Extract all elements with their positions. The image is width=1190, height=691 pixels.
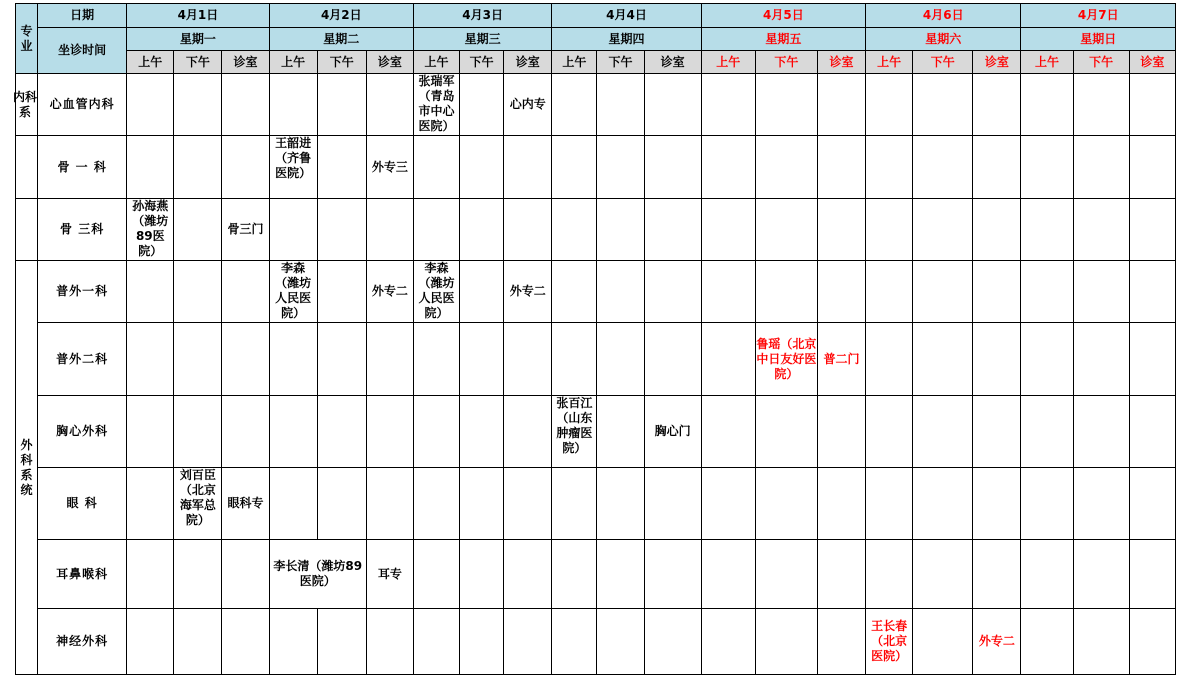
header-slot-row <box>16 51 1176 74</box>
dept-name: 骨 三科 <box>38 199 127 261</box>
slot-room: 诊室 <box>973 51 1021 74</box>
table-row <box>16 323 1176 396</box>
header-date-row <box>16 4 1176 28</box>
header-weekday-row <box>16 28 1176 51</box>
room-entry: 外专二 <box>973 609 1021 675</box>
room-entry: 普二门 <box>817 323 865 396</box>
table-row <box>16 396 1176 468</box>
slot-pm: 下午 <box>755 51 817 74</box>
table-row <box>16 468 1176 540</box>
slot-pm: 下午 <box>913 51 973 74</box>
category-blank <box>16 199 38 261</box>
doctor-entry: 孙海燕（潍坊89医院） <box>127 199 174 261</box>
slot-am: 上午 <box>866 51 913 74</box>
category-internal: 内科系 <box>16 74 38 136</box>
doctor-entry: 张百江（山东肿瘤医院） <box>552 396 597 468</box>
table-row <box>16 540 1176 609</box>
day-date: 4月6日 <box>866 4 1021 28</box>
doctor-entry: 李森（潍坊人民医院） <box>413 261 459 323</box>
slot-room: 诊室 <box>366 51 413 74</box>
room-entry: 心内专 <box>504 74 552 136</box>
doctor-entry: 鲁瑶（北京中日友好医院） <box>755 323 817 396</box>
day-date: 4月5日 <box>701 4 865 28</box>
slot-am: 上午 <box>701 51 755 74</box>
room-entry: 外专二 <box>504 261 552 323</box>
time-label: 坐诊时间 <box>38 28 127 74</box>
day-date: 4月4日 <box>552 4 701 28</box>
day-weekday: 星期四 <box>552 28 701 51</box>
slot-room: 诊室 <box>817 51 865 74</box>
slot-room: 诊室 <box>504 51 552 74</box>
room-entry: 胸心门 <box>644 396 701 468</box>
day-date: 4月7日 <box>1021 4 1176 28</box>
room-entry: 眼科专 <box>222 468 269 540</box>
slot-pm: 下午 <box>317 51 366 74</box>
doctor-entry: 王韶进（齐鲁医院） <box>269 136 317 199</box>
day-date: 4月2日 <box>269 4 413 28</box>
day-weekday: 星期二 <box>269 28 413 51</box>
slot-am: 上午 <box>269 51 317 74</box>
dept-name: 普外一科 <box>38 261 127 323</box>
slot-am: 上午 <box>413 51 459 74</box>
slot-room: 诊室 <box>644 51 701 74</box>
dept-name: 神经外科 <box>38 609 127 675</box>
day-weekday: 星期六 <box>866 28 1021 51</box>
slot-pm: 下午 <box>1073 51 1129 74</box>
schedule-table <box>12 3 1176 675</box>
table-row <box>16 261 1176 323</box>
slot-am: 上午 <box>552 51 597 74</box>
doctor-entry: 刘百臣（北京海军总院） <box>174 468 222 540</box>
table-row <box>16 199 1176 261</box>
room-entry: 外专二 <box>366 261 413 323</box>
room-entry: 耳专 <box>366 540 413 609</box>
dept-name: 耳鼻喉科 <box>38 540 127 609</box>
slot-am: 上午 <box>127 51 174 74</box>
doctor-entry: 王长春（北京医院） <box>866 609 913 675</box>
day-weekday: 星期一 <box>127 28 269 51</box>
doctor-entry: 李长清（潍坊89医院） <box>269 540 366 609</box>
category-surgical: 外科系统 <box>16 261 38 675</box>
table-row <box>16 74 1176 136</box>
specialty-header: 专业 <box>16 4 38 74</box>
table-row <box>16 136 1176 199</box>
dept-name: 眼 科 <box>38 468 127 540</box>
slot-pm: 下午 <box>597 51 644 74</box>
dept-name: 心血管内科 <box>38 74 127 136</box>
slot-room: 诊室 <box>1129 51 1175 74</box>
day-date: 4月1日 <box>127 4 269 28</box>
slot-pm: 下午 <box>460 51 504 74</box>
slot-room: 诊室 <box>222 51 269 74</box>
dept-name: 骨 一 科 <box>38 136 127 199</box>
day-date: 4月3日 <box>413 4 551 28</box>
day-weekday: 星期三 <box>413 28 551 51</box>
doctor-entry: 李森（潍坊人民医院） <box>269 261 317 323</box>
day-weekday: 星期日 <box>1021 28 1176 51</box>
room-entry: 外专三 <box>366 136 413 199</box>
dept-name: 普外二科 <box>38 323 127 396</box>
day-weekday: 星期五 <box>701 28 865 51</box>
slot-am: 上午 <box>1021 51 1073 74</box>
dept-name: 胸心外科 <box>38 396 127 468</box>
room-entry: 骨三门 <box>222 199 269 261</box>
slot-pm: 下午 <box>174 51 222 74</box>
table-row <box>16 609 1176 675</box>
date-label: 日期 <box>38 4 127 28</box>
doctor-entry: 张瑞军（青岛市中心医院） <box>413 74 459 136</box>
category-blank <box>16 136 38 199</box>
